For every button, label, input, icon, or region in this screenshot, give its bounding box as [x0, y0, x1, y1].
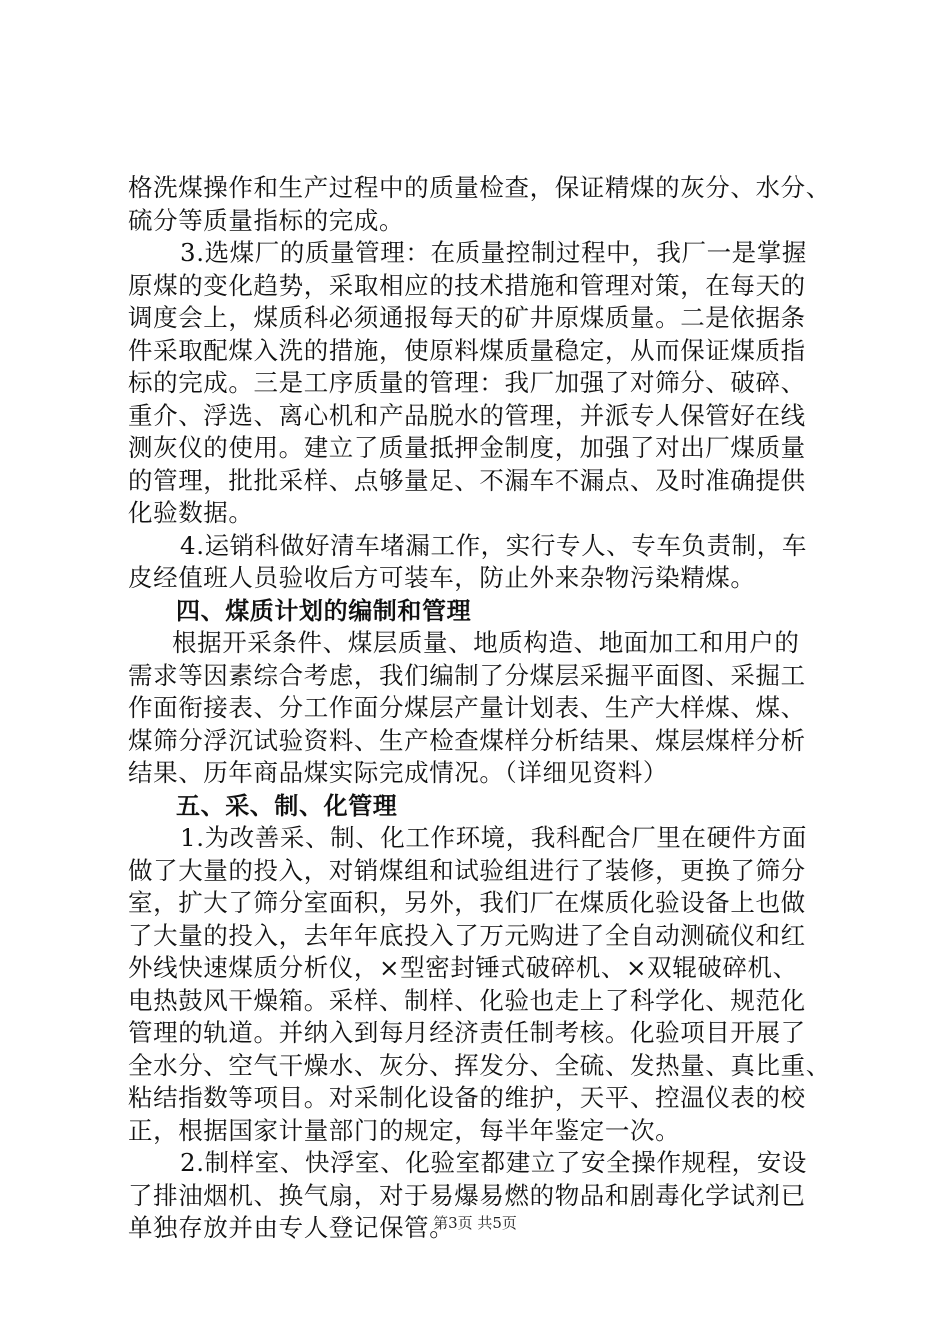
paragraph-line: 根据开采条件、煤层质量、地质构造、地面加工和用户的 — [172, 628, 800, 657]
paragraph-line: 做了大量的投入，对销煤组和试验组进行了装修，更换了筛分 — [128, 855, 806, 885]
paragraph-line: 管理的轨道。并纳入到每月经济责任制考核。化验项目开展了 — [128, 1018, 806, 1047]
page-number: 第3页 共5页 — [433, 1214, 517, 1232]
paragraph-line: 室，扩大了筛分室面积，另外，我们厂在煤质化验设备上也做 — [128, 888, 806, 917]
paragraph-line: 了排油烟机、换气扇，对于易爆易燃的物品和剧毒化学试剂已 — [128, 1180, 806, 1210]
paragraph-line: 全水分、空气干燥水、灰分、挥发分、全硫、发热量、真比重、 — [128, 1050, 831, 1080]
paragraph-line: 煤筛分浮沉试验资料、生产检查煤样分析结果、煤层煤样分析 — [128, 725, 806, 755]
paragraph-line: 作面衔接表、分工作面分煤层产量计划表、生产大样煤、煤、 — [128, 693, 806, 722]
document-body — [128, 172, 850, 1245]
paragraph-line: 4.运销科做好清车堵漏工作，实行专人、专车负责制，车 — [180, 530, 807, 560]
paragraph-line: 需求等因素综合考虑，我们编制了分煤层采掘平面图、采掘工 — [128, 660, 806, 690]
paragraph-line: 原煤的变化趋势，采取相应的技术措施和管理对策，在每天的 — [128, 270, 806, 300]
paragraph-line: 格洗煤操作和生产过程中的质量检查，保证精煤的灰分、水分、 — [128, 173, 831, 202]
paragraph-line: 结果、历年商品煤实际完成情况。（详细见资料） — [128, 758, 668, 787]
paragraph-line: 正，根据国家计量部门的规定，每半年鉴定一次。 — [128, 1115, 681, 1145]
paragraph-line: 电热鼓风干燥箱。采样、制样、化验也走上了科学化、规范化 — [128, 985, 806, 1015]
paragraph-line: 粘结指数等项目。对采制化设备的维护，天平、控温仪表的校 — [128, 1083, 806, 1112]
paragraph-line: 标的完成。三是工序质量的管理：我厂加强了对筛分、破碎、 — [128, 368, 806, 397]
section-heading: 四、煤质计划的编制和管理 — [176, 596, 472, 625]
paragraph-line: 皮经值班人员验收后方可装车，防止外来杂物污染精煤。 — [128, 563, 756, 592]
paragraph-line: 外线快速煤质分析仪，×型密封锤式破碎机、×双辊破碎机、 — [128, 953, 798, 982]
paragraph-line: 硫分等质量指标的完成。 — [128, 205, 405, 235]
paragraph-line: 测灰仪的使用。建立了质量抵押金制度，加强了对出厂煤质量 — [128, 433, 806, 462]
paragraph-line: 3.选煤厂的质量管理：在质量控制过程中，我厂一是掌握 — [180, 238, 807, 267]
paragraph-line: 1.为改善采、制、化工作环境，我科配合厂里在硬件方面 — [180, 823, 807, 852]
paragraph-line: 化验数据。 — [128, 498, 254, 527]
paragraph-line: 件采取配煤入洗的措施，使原料煤质量稳定，从而保证煤质指 — [128, 335, 806, 365]
page-footer — [0, 1212, 950, 1233]
section-heading: 五、采、制、化管理 — [176, 791, 398, 820]
paragraph-line: 的管理，批批采样、点够量足、不漏车不漏点、及时准确提供 — [128, 465, 806, 495]
paragraph-line: 调度会上，煤质科必须通报每天的矿井原煤质量。二是依据条 — [128, 303, 806, 332]
paragraph-line: 单独存放并由专人登记保管。 — [128, 1213, 455, 1242]
paragraph-line: 了大量的投入，去年年底投入了万元购进了全自动测硫仪和红 — [128, 920, 806, 950]
paragraph-line: 2.制样室、快浮室、化验室都建立了安全操作规程，安设 — [180, 1148, 807, 1177]
paragraph-line: 重介、浮选、离心机和产品脱水的管理，并派专人保管好在线 — [128, 400, 806, 430]
